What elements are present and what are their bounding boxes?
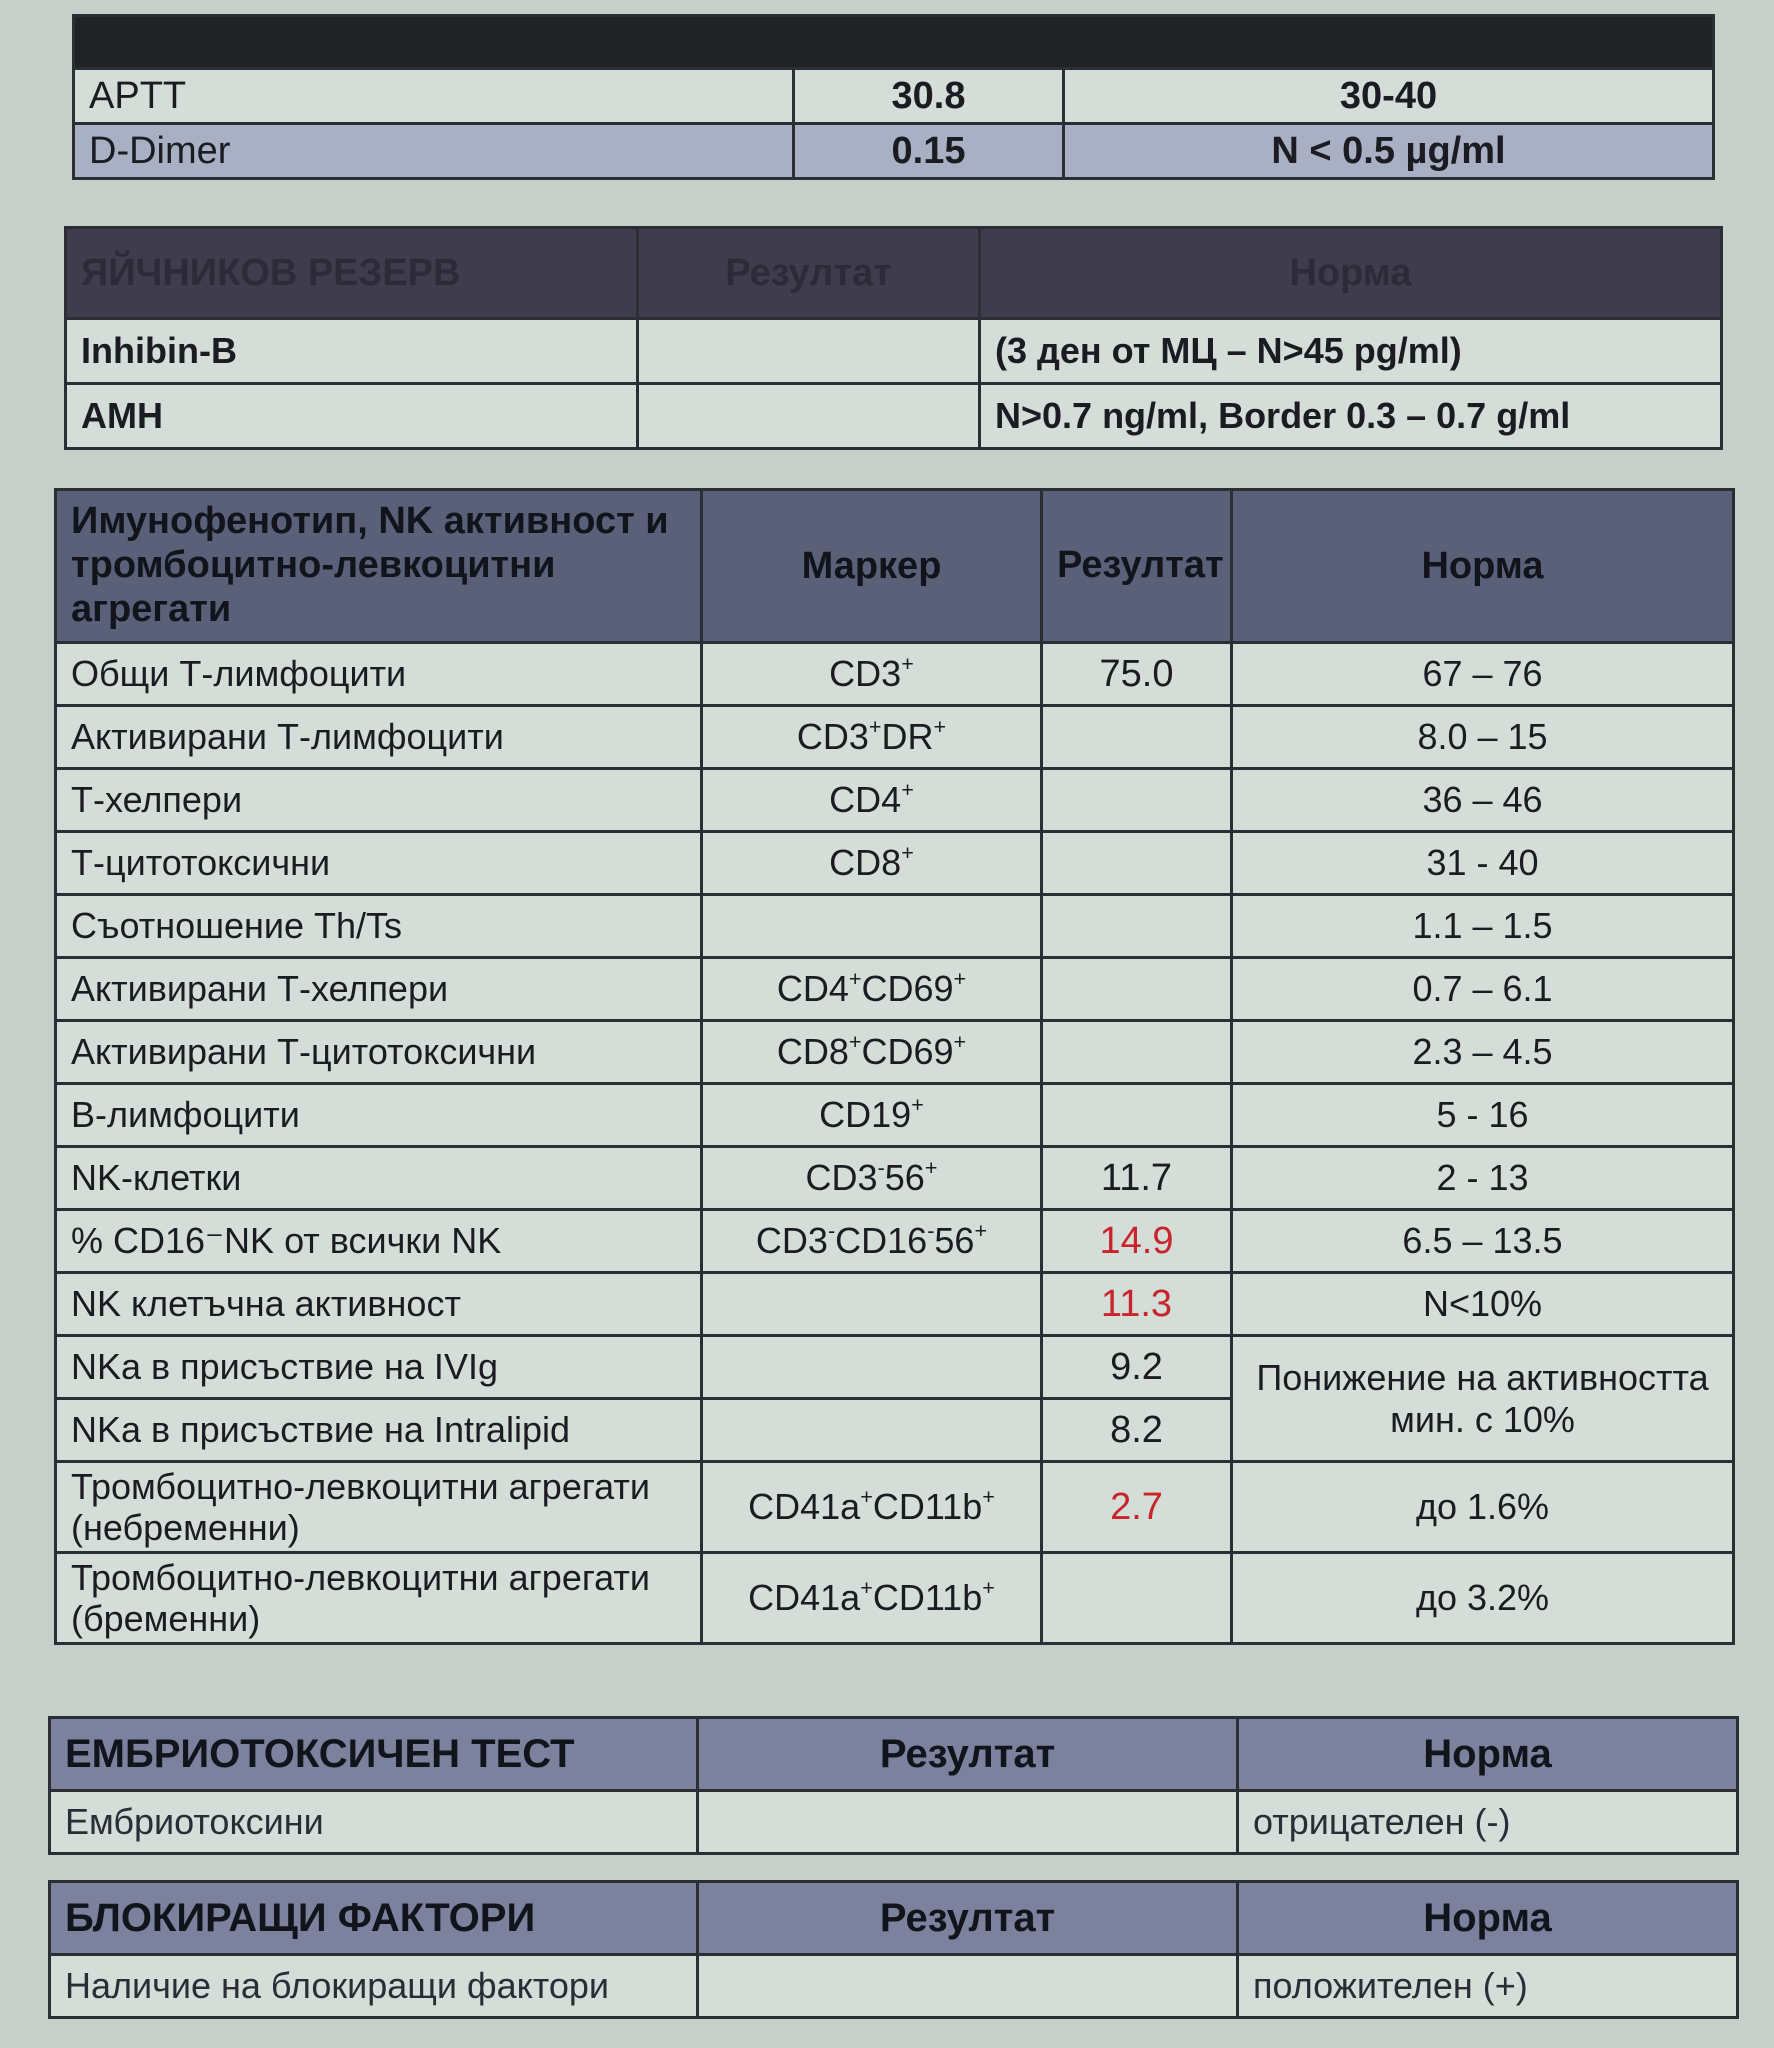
table-row	[56, 832, 1734, 895]
test-norm: 30-40	[1064, 69, 1714, 124]
test-norm: отрицателен (-)	[1238, 1791, 1738, 1854]
coagulation-table	[72, 14, 1715, 180]
marker-value: CD3-56+	[702, 1147, 1042, 1210]
result-header: Резултат	[698, 1718, 1238, 1791]
table-row	[50, 1955, 1738, 2018]
test-norm: 1.1 – 1.5	[1232, 895, 1734, 958]
test-norm: (3 ден от МЦ – N>45 pg/ml)	[980, 319, 1722, 384]
test-norm: N>0.7 ng/ml, Border 0.3 – 0.7 g/ml	[980, 384, 1722, 449]
table-row	[50, 1791, 1738, 1854]
test-name: NK-клетки	[56, 1147, 702, 1210]
test-name: Тромбоцитно-левкоцитни агрегати (небременни)	[56, 1462, 702, 1553]
test-norm: 2 - 13	[1232, 1147, 1734, 1210]
test-result	[1042, 706, 1232, 769]
table-row	[74, 124, 1714, 179]
section-title: БЛОКИРАЩИ ФАКТОРИ	[50, 1882, 698, 1955]
test-norm: 5 - 16	[1232, 1084, 1734, 1147]
marker-value	[702, 1336, 1042, 1399]
norm-header: Норма	[1238, 1882, 1738, 1955]
marker-value: CD19+	[702, 1084, 1042, 1147]
test-norm: до 3.2%	[1232, 1553, 1734, 1644]
test-name: Наличие на блокиращи фактори	[50, 1955, 698, 2018]
test-name: Активирани Т-цитотоксични	[56, 1021, 702, 1084]
result-header: Резултат	[638, 228, 980, 319]
table-row	[56, 769, 1734, 832]
table-row	[66, 319, 1722, 384]
merged-norm: Понижение на активността мин. с 10%	[1232, 1336, 1734, 1462]
test-name: APTT	[74, 69, 794, 124]
table-header	[50, 1718, 1738, 1791]
table-row	[56, 1553, 1734, 1644]
test-name: Активирани Т-хелпери	[56, 958, 702, 1021]
norm-header: Норма	[1238, 1718, 1738, 1791]
test-name: NKa в присъствие на Intralipid	[56, 1399, 702, 1462]
test-norm: 8.0 – 15	[1232, 706, 1734, 769]
table-header	[50, 1882, 1738, 1955]
table-header	[56, 490, 1734, 643]
marker-value: CD3+DR+	[702, 706, 1042, 769]
marker-value: CD3-CD16-56+	[702, 1210, 1042, 1273]
test-norm: до 1.6%	[1232, 1462, 1734, 1553]
test-result: 0.15	[794, 124, 1064, 179]
table-row	[56, 958, 1734, 1021]
marker-value	[702, 1273, 1042, 1336]
test-result	[698, 1791, 1238, 1854]
table-row	[56, 1336, 1734, 1399]
marker-value: CD41a+CD11b+	[702, 1553, 1042, 1644]
section-title: ЕМБРИОТОКСИЧЕН ТЕСТ	[50, 1718, 698, 1791]
test-name: D-Dimer	[74, 124, 794, 179]
test-name: Общи Т-лимфоцити	[56, 643, 702, 706]
table-header	[66, 228, 1722, 319]
test-result	[1042, 1553, 1232, 1644]
test-name: Т-цитотоксични	[56, 832, 702, 895]
marker-value	[702, 1399, 1042, 1462]
test-norm: 67 – 76	[1232, 643, 1734, 706]
marker-value: CD3+	[702, 643, 1042, 706]
test-norm: 6.5 – 13.5	[1232, 1210, 1734, 1273]
norm-header: Норма	[980, 228, 1722, 319]
test-result: 9.2	[1042, 1336, 1232, 1399]
section-title: ЯЙЧНИКОВ РЕЗЕРВ	[66, 228, 638, 319]
test-result: 75.0	[1042, 643, 1232, 706]
marker-header: Маркер	[702, 490, 1042, 643]
marker-value: CD41a+CD11b+	[702, 1462, 1042, 1553]
marker-value: CD8+	[702, 832, 1042, 895]
table-top-bar	[74, 16, 1714, 69]
test-name: Активирани Т-лимфоцити	[56, 706, 702, 769]
result-header: Резултат	[698, 1882, 1238, 1955]
result-header: Резултат	[1042, 490, 1232, 643]
test-name: Inhibin-B	[66, 319, 638, 384]
test-name: Тромбоцитно-левкоцитни агрегати (бременни)	[56, 1553, 702, 1644]
test-result	[1042, 895, 1232, 958]
test-name: Съотношение Th/Ts	[56, 895, 702, 958]
test-result	[638, 384, 980, 449]
test-norm: 0.7 – 6.1	[1232, 958, 1734, 1021]
test-result: 2.7	[1042, 1462, 1232, 1553]
marker-value: CD8+CD69+	[702, 1021, 1042, 1084]
test-norm: 31 - 40	[1232, 832, 1734, 895]
test-norm: 2.3 – 4.5	[1232, 1021, 1734, 1084]
table-row	[74, 69, 1714, 124]
test-name: Т-хелпери	[56, 769, 702, 832]
table-row	[56, 1462, 1734, 1553]
table-row	[56, 643, 1734, 706]
test-result: 11.7	[1042, 1147, 1232, 1210]
table-row	[56, 1273, 1734, 1336]
norm-header: Норма	[1232, 490, 1734, 643]
blocking-factors-table	[48, 1880, 1739, 2019]
table-row	[56, 1084, 1734, 1147]
test-name: AMH	[66, 384, 638, 449]
test-result	[1042, 958, 1232, 1021]
test-result	[1042, 1084, 1232, 1147]
test-result: 14.9	[1042, 1210, 1232, 1273]
test-result: 8.2	[1042, 1399, 1232, 1462]
table-row	[56, 895, 1734, 958]
test-norm: положителен (+)	[1238, 1955, 1738, 2018]
table-row	[56, 706, 1734, 769]
test-norm: N<10%	[1232, 1273, 1734, 1336]
test-name: NK клетъчна активност	[56, 1273, 702, 1336]
test-result	[698, 1955, 1238, 2018]
test-result: 11.3	[1042, 1273, 1232, 1336]
marker-value: CD4+	[702, 769, 1042, 832]
test-norm: N < 0.5 µg/ml	[1064, 124, 1714, 179]
table-row	[56, 1147, 1734, 1210]
table-row	[66, 384, 1722, 449]
test-name: NKa в присъствие на IVIg	[56, 1336, 702, 1399]
test-result	[1042, 832, 1232, 895]
marker-value	[702, 895, 1042, 958]
test-name: Ембриотоксини	[50, 1791, 698, 1854]
section-title: Имунофенотип, NK активност и тромбоцитно-левкоцитни агрегати	[56, 490, 702, 643]
marker-value: CD4+CD69+	[702, 958, 1042, 1021]
immunophenotype-table	[54, 488, 1735, 1645]
test-result	[1042, 769, 1232, 832]
test-result	[1042, 1021, 1232, 1084]
test-name: % CD16⁻NK от всички NK	[56, 1210, 702, 1273]
test-name: B-лимфоцити	[56, 1084, 702, 1147]
test-result: 30.8	[794, 69, 1064, 124]
table-row	[56, 1210, 1734, 1273]
test-result	[638, 319, 980, 384]
embryotoxic-test-table	[48, 1716, 1739, 1855]
table-row	[56, 1021, 1734, 1084]
test-norm: 36 – 46	[1232, 769, 1734, 832]
ovarian-reserve-table	[64, 226, 1723, 450]
